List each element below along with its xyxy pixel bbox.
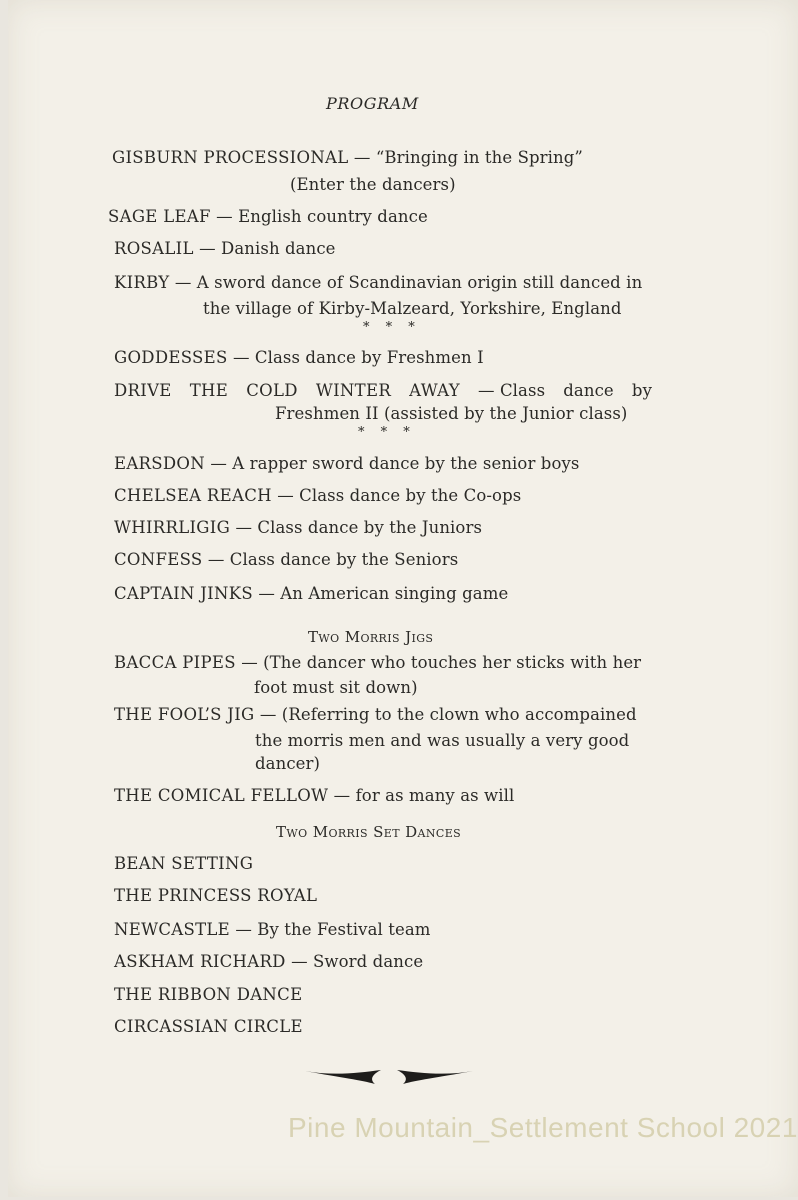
entry-description-continued: dancer) bbox=[255, 754, 321, 773]
program-entry-askham-richard bbox=[114, 952, 423, 971]
entry-name: CHELSEA REACH bbox=[114, 486, 272, 505]
section-heading-jigs: Two Morris Jigs bbox=[308, 628, 434, 646]
entry-description: — Class dance by the Co-ops bbox=[277, 486, 522, 505]
page-title: PROGRAM bbox=[326, 94, 419, 113]
entry-name: KIRBY bbox=[114, 273, 170, 292]
entry-name: GODDESSES bbox=[114, 348, 228, 367]
program-entry-gisburn bbox=[112, 148, 583, 167]
watermark: Pine Mountain_Settlement School 2021 bbox=[288, 1112, 798, 1143]
entry-description: — Class dance by Freshmen I bbox=[232, 348, 484, 367]
swash-ornament-icon bbox=[303, 1062, 475, 1086]
entry-name: CAPTAIN JINKS bbox=[114, 584, 253, 603]
entry-description-continued: (Enter the dancers) bbox=[290, 175, 456, 194]
program-entry-bacca-pipes bbox=[114, 653, 641, 672]
program-entry-newcastle bbox=[114, 920, 431, 939]
program-entry-confess bbox=[114, 550, 458, 569]
section-separator: * * * bbox=[363, 320, 421, 335]
entry-description: — (Referring to the clown who accompained bbox=[259, 705, 637, 724]
entry-description-word: by bbox=[631, 381, 652, 400]
entry-description: — “Bringing in the Spring” bbox=[353, 148, 583, 167]
entry-description-continued: foot must sit down) bbox=[254, 678, 418, 697]
program-entry-circassian-circle: CIRCASSIAN CIRCLE bbox=[114, 1017, 303, 1036]
entry-description: — A rapper sword dance by the senior boys bbox=[210, 454, 580, 473]
entry-description: — A sword dance of Scandinavian origin still danced in bbox=[174, 273, 643, 292]
entry-name-word: DRIVE bbox=[114, 381, 172, 400]
entry-description-continued: the village of Kirby-Malzeard, Yorkshire, England bbox=[203, 299, 622, 318]
section-separator: * * * bbox=[358, 425, 416, 440]
program-entry-rosalil bbox=[114, 239, 336, 258]
program-entry-princess-royal: THE PRINCESS ROYAL bbox=[114, 886, 318, 905]
entry-name-word: AWAY bbox=[409, 381, 460, 400]
program-entry-goddesses bbox=[114, 348, 484, 367]
entry-description: — By the Festival team bbox=[235, 920, 431, 939]
program-entry-ribbon-dance: THE RIBBON DANCE bbox=[114, 985, 303, 1004]
entry-name: THE COMICAL FELLOW bbox=[114, 786, 329, 805]
entry-name: SAGE LEAF bbox=[108, 207, 211, 226]
entry-name: NEWCASTLE bbox=[114, 920, 230, 939]
entry-description-continued: the morris men and was usually a very good bbox=[255, 731, 630, 750]
entry-name: THE FOOL’S JIG bbox=[114, 705, 255, 724]
program-page bbox=[8, 0, 798, 1197]
entry-description: — Danish dance bbox=[199, 239, 336, 258]
entry-description: — Sword dance bbox=[291, 952, 424, 971]
section-heading-set-dances: Two Morris Set Dances bbox=[276, 823, 462, 841]
program-entry-kirby bbox=[114, 273, 642, 292]
entry-description: — for as many as will bbox=[333, 786, 515, 805]
entry-name-word: WINTER bbox=[315, 381, 392, 400]
entry-name: ROSALIL bbox=[114, 239, 194, 258]
entry-name-word: COLD bbox=[246, 381, 298, 400]
program-entry-sage-leaf bbox=[108, 207, 428, 226]
entry-name: BACCA PIPES bbox=[114, 653, 236, 672]
program-entry-fools-jig bbox=[114, 705, 637, 724]
entry-description: — Class dance by the Seniors bbox=[207, 550, 459, 569]
entry-description: — An American singing game bbox=[258, 584, 509, 603]
program-entry-bean-setting: BEAN SETTING bbox=[114, 854, 254, 873]
entry-description: — English country dance bbox=[216, 207, 428, 226]
program-entry-comical-fellow bbox=[114, 786, 514, 805]
program-entry-chelsea-reach bbox=[114, 486, 521, 505]
program-entry-earsdon bbox=[114, 454, 579, 473]
entry-name: ASKHAM RICHARD bbox=[114, 952, 286, 971]
entry-name: WHIRRLIGIG bbox=[114, 518, 231, 537]
program-entry-drive-the-cold-winter-away bbox=[114, 381, 652, 400]
entry-description-word: dance bbox=[563, 381, 614, 400]
entry-description: — Class dance by the Juniors bbox=[235, 518, 483, 537]
entry-name: CONFESS bbox=[114, 550, 203, 569]
entry-description: — (The dancer who touches her sticks with her bbox=[241, 653, 642, 672]
entry-name: EARSDON bbox=[114, 454, 205, 473]
entry-name: GISBURN PROCESSIONAL bbox=[112, 148, 349, 167]
entry-description-word: — Class bbox=[478, 381, 546, 400]
program-entry-captain-jinks bbox=[114, 584, 508, 603]
entry-name-word: THE bbox=[189, 381, 229, 400]
program-entry-whirrligig bbox=[114, 518, 482, 537]
entry-description-continued: Freshmen II (assisted by the Junior class) bbox=[275, 404, 628, 423]
